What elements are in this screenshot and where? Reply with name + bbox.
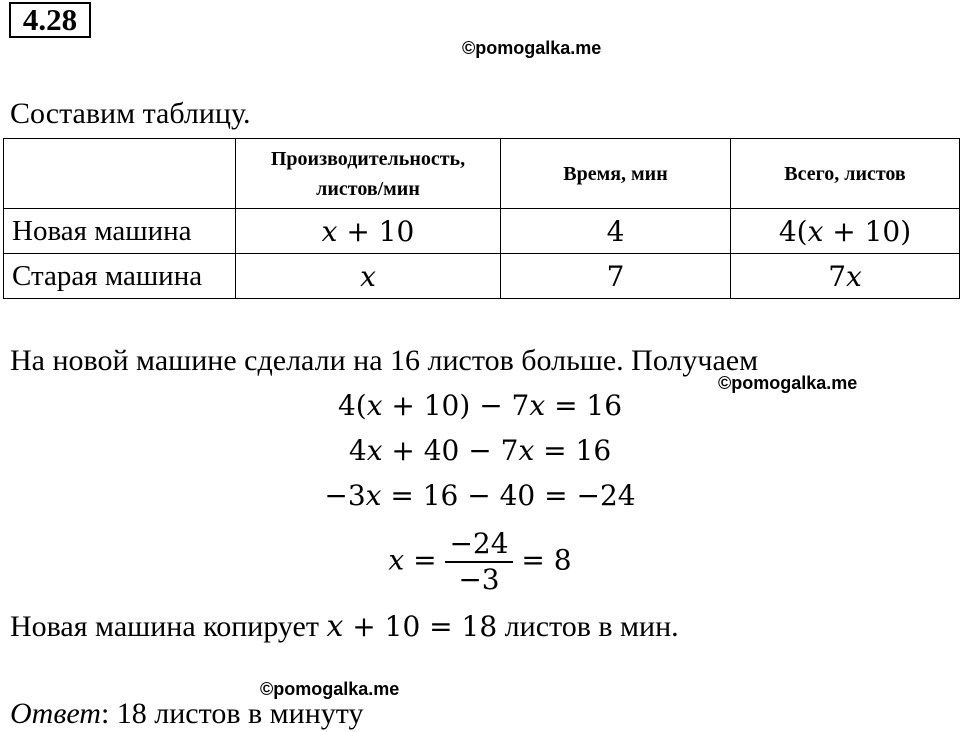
equation-1 — [0, 389, 960, 422]
header-empty-cell — [4, 139, 236, 209]
equation-4 — [0, 527, 960, 597]
answer-value: : 18 листов в минуту — [100, 697, 364, 730]
table-row — [4, 254, 960, 299]
equation-3 — [0, 479, 960, 512]
cell-new-rate — [236, 209, 501, 254]
cell-old-rate — [236, 254, 501, 299]
watermark-top: ©pomogalka.me — [462, 38, 602, 58]
header-time: Время, мин — [501, 139, 731, 209]
answer-text — [10, 697, 363, 731]
conclusion-pre: Новая машина копирует — [10, 610, 327, 643]
total-post: + 10) — [823, 214, 912, 248]
cell-old-time: 7 — [501, 254, 731, 299]
conclusion-post: листов в мин. — [497, 610, 679, 643]
header-rate — [236, 139, 501, 209]
row-label-old: Старая машина — [4, 254, 236, 299]
fraction — [445, 527, 512, 597]
total-pre: 4( — [778, 214, 808, 248]
conclusion-mid: + 10 = 18 — [343, 610, 498, 643]
conclusion-text — [10, 610, 679, 644]
eq-part: = — [404, 543, 446, 577]
cell-new-time: 4 — [501, 209, 731, 254]
watermark-middle: ©pomogalka.me — [718, 373, 858, 393]
var-x: x — [518, 434, 535, 467]
var-x: x — [321, 214, 338, 248]
fraction-denominator: −3 — [458, 563, 500, 596]
cell-new-total — [731, 209, 960, 254]
header-rate-line1: Производительность, — [270, 147, 466, 170]
total-pre: 7 — [828, 259, 847, 293]
watermark-bottom: ©pomogalka.me — [260, 679, 400, 699]
var-x: x — [365, 479, 382, 512]
answer-label: Ответ — [10, 697, 101, 730]
eq-part: = 16 — [534, 434, 612, 467]
row-label-new: Новая машина — [4, 209, 236, 254]
var-x: x — [388, 543, 405, 577]
statement-text: На новой машине сделали на 16 листов больше. Получаем — [10, 344, 759, 377]
intro-text: Составим таблицу. — [10, 97, 251, 130]
eq-part: = 8 — [512, 543, 572, 577]
var-x: x — [366, 434, 383, 467]
var-x: x — [529, 389, 546, 422]
eq-part: 4 — [348, 434, 367, 467]
var-x: x — [846, 259, 862, 293]
cell-old-total — [731, 254, 960, 299]
fraction-numerator: −24 — [445, 527, 512, 563]
var-x: x — [360, 259, 376, 293]
eq-part: = 16 − 40 = −24 — [381, 479, 636, 512]
header-rate-line2: листов/мин — [316, 177, 420, 200]
eq-part: + 40 − 7 — [382, 434, 519, 467]
problem-number: 4.28 — [9, 2, 91, 38]
table-header-row — [4, 139, 960, 209]
eq-part: = 16 — [545, 389, 623, 422]
eq-part: + 10) − 7 — [382, 389, 530, 422]
equation-2 — [0, 434, 960, 467]
var-x: x — [807, 214, 824, 248]
eq-part: 4( — [337, 389, 367, 422]
eq-part: −3 — [324, 479, 366, 512]
var-x: x — [326, 609, 344, 644]
rate-rest: + 10 — [337, 214, 415, 248]
data-table — [3, 138, 960, 299]
var-x: x — [366, 389, 383, 422]
header-total: Всего, листов — [731, 139, 960, 209]
table-row — [4, 209, 960, 254]
